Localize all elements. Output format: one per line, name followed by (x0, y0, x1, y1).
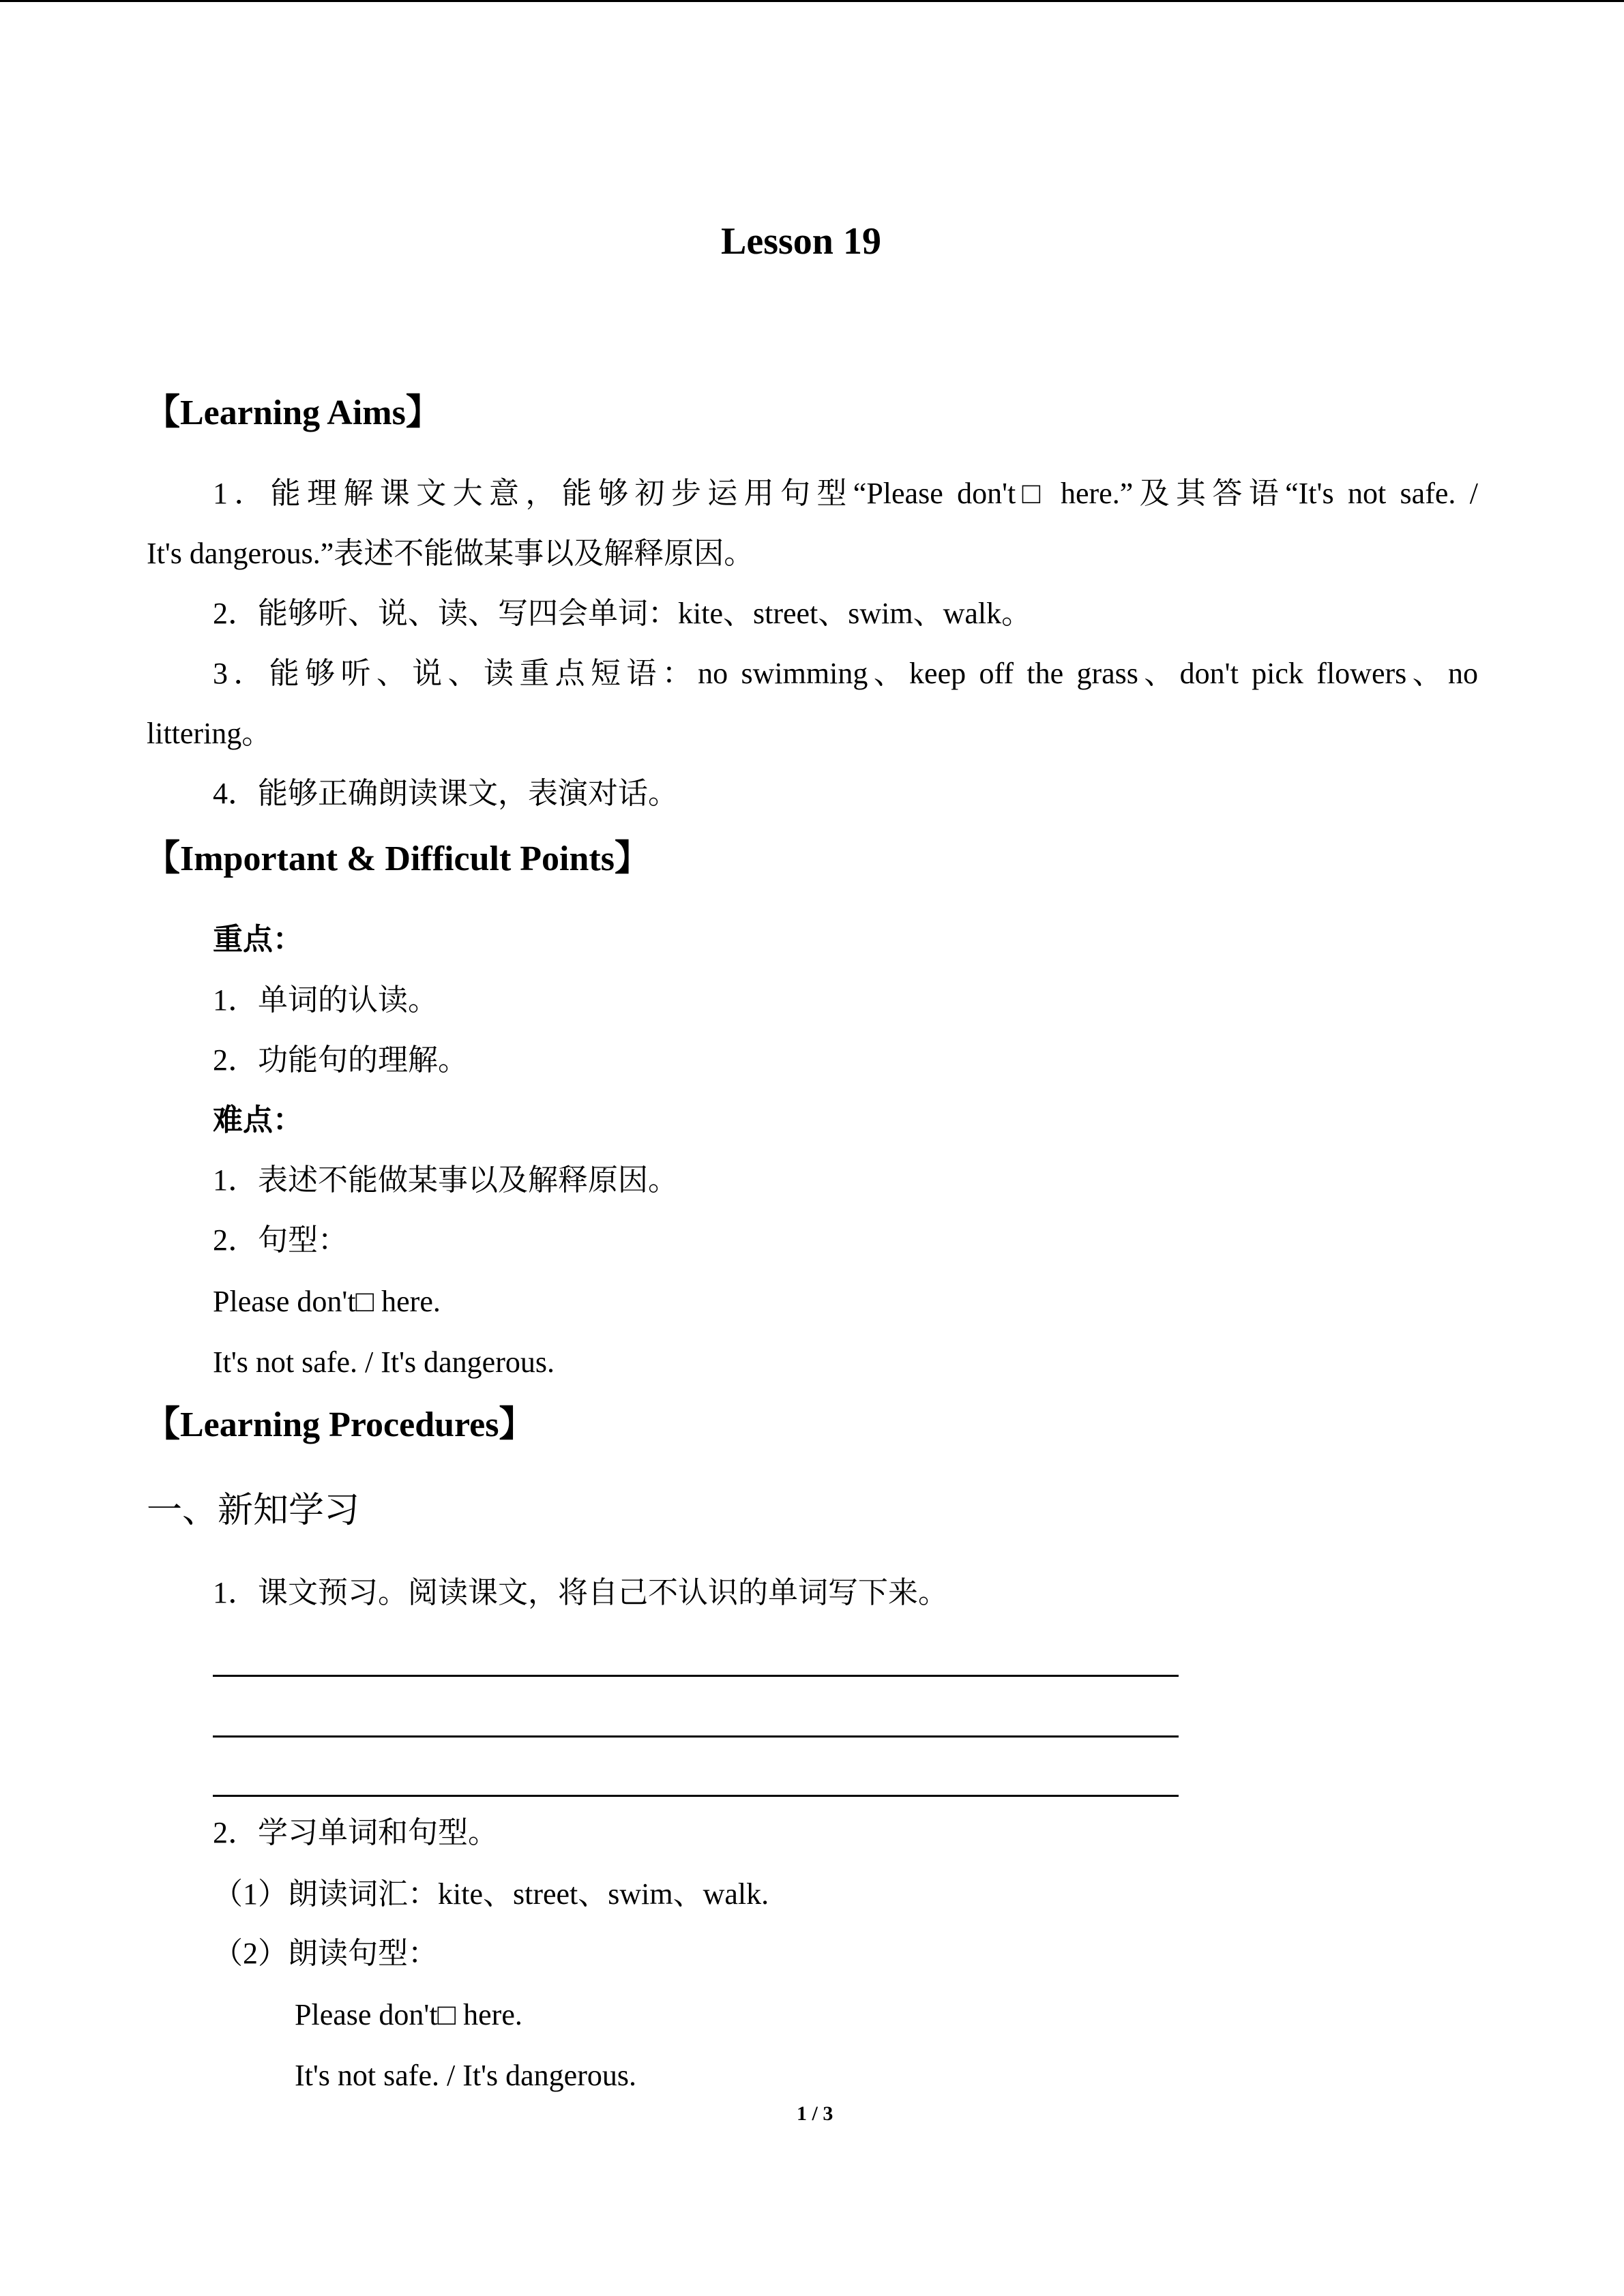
top-border-line (0, 0, 1624, 2)
key-points-label: 重点： (213, 923, 303, 956)
aims-item-4: 4．能够正确朗读课文，表演对话。 (213, 777, 678, 810)
key-point-1: 1．单词的认读。 (213, 983, 438, 1017)
points-heading: 【Important & Difficult Points】 (145, 839, 650, 878)
answer-blank-line[interactable] (213, 1735, 1179, 1738)
points-sentence-2: It's not safe. / It's dangerous. (213, 1345, 555, 1379)
page-number: 1 / 3 (797, 2102, 833, 2125)
aims-item-1-line-1: 1．能理解课文大意，能够初步运用句型“Please don't□ here.”及其答语“It's not safe. / (213, 477, 1478, 510)
step-2: 2．学习单词和句型。 (213, 1816, 498, 1849)
part-1-title: 一、新知学习 (147, 1491, 360, 1530)
procedures-heading: 【Learning Procedures】 (145, 1405, 535, 1444)
substep-2: （2）朗读句型： (213, 1937, 438, 1970)
aims-item-1-line-2: It's dangerous.”表述不能做某事以及解释原因。 (147, 537, 754, 570)
difficult-point-1: 1．表述不能做某事以及解释原因。 (213, 1163, 678, 1197)
aims-item-3-line-1: 3．能够听、说、读重点短语：no swimming、keep off the grass、don't pick flowers、no (213, 657, 1478, 690)
points-sentence-1: Please don't□ here. (213, 1285, 441, 1318)
aims-item-2: 2．能够听、说、读、写四会单词：kite、street、swim、walk。 (213, 597, 1032, 630)
answer-blank-line[interactable] (213, 1795, 1179, 1797)
learning-aims-heading: 【Learning Aims】 (145, 393, 441, 432)
substep-1: （1）朗读词汇：kite、street、swim、walk. (213, 1877, 769, 1911)
difficult-points-label: 难点： (213, 1103, 303, 1137)
aims-item-3-line-2: littering。 (147, 717, 272, 750)
step-1: 1．课文预习。阅读课文，将自己不认识的单词写下来。 (213, 1576, 948, 1609)
page-title: Lesson 19 (721, 220, 881, 263)
procedures-sentence-2: It's not safe. / It's dangerous. (295, 2059, 636, 2092)
procedures-sentence-1: Please don't□ here. (295, 1998, 522, 2031)
answer-blank-line[interactable] (213, 1675, 1179, 1677)
key-point-2: 2．功能句的理解。 (213, 1043, 468, 1077)
difficult-point-2: 2．句型： (213, 1223, 348, 1257)
